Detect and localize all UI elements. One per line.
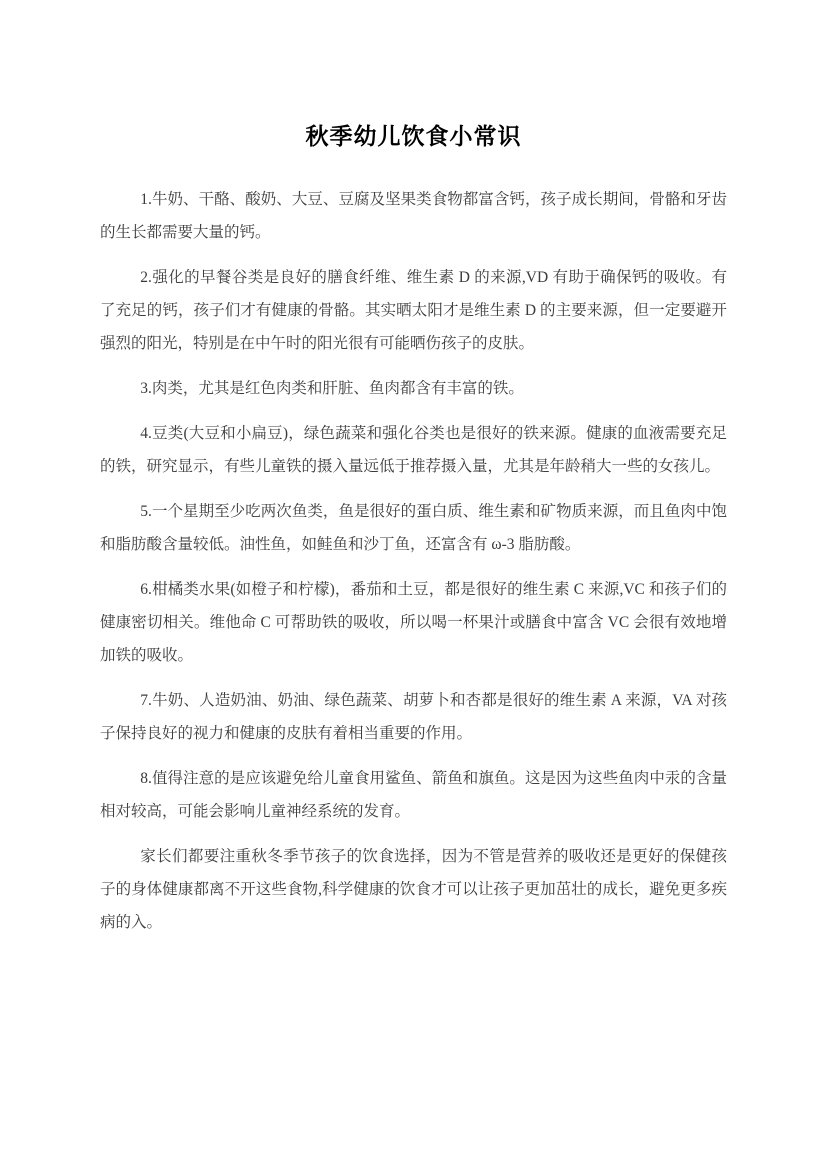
paragraph-6: 6.柑橘类水果(如橙子和柠檬)，番茄和土豆，都是很好的维生素 C 来源,VC 和孩子们的健康密切相关。维他命 C 可帮助铁的吸收，所以喝一杯果汁或膳食中富含 VC 会很有效地增加铁的吸收。 [100, 581, 727, 664]
document-title: 秋季幼儿饮食小常识 [305, 124, 522, 149]
paragraph-closing: 家长们都要注重秋冬季节孩子的饮食选择，因为不管是营养的吸收还是更好的保健孩子的身体健康都离不开这些食物,科学健康的饮食才可以让孩子更加茁壮的成长，避免更多疾病的入。 [100, 848, 727, 931]
paragraph-7: 7.牛奶、人造奶油、奶油、绿色蔬菜、胡萝卜和杏都是很好的维生素 A 来源，VA 对孩子保持良好的视力和健康的皮肤有着相当重要的作用。 [100, 692, 727, 742]
paragraph-4: 4.豆类(大豆和小扁豆)，绿色蔬菜和强化谷类也是很好的铁来源。健康的血液需要充足的铁，研究显示，有些儿童铁的摄入量远低于推荐摄入量，尤其是年龄稍大一些的女孩儿。 [100, 425, 727, 475]
paragraph-8: 8.值得注意的是应该避免给儿童食用鲨鱼、箭鱼和旗鱼。这是因为这些鱼肉中汞的含量相对较高，可能会影响儿童神经系统的发育。 [100, 770, 727, 820]
document-body [100, 118, 727, 951]
paragraph-5: 5.一个星期至少吃两次鱼类，鱼是很好的蛋白质、维生素和矿物质来源，而且鱼肉中饱和脂肪酸含量较低。油性鱼，如鲑鱼和沙丁鱼，还富含有 ω-3 脂肪酸。 [100, 503, 727, 553]
paragraph-2: 2.强化的早餐谷类是良好的膳食纤维、维生素 D 的来源,VD 有助于确保钙的吸收。有了充足的钙，孩子们才有健康的骨骼。其实晒太阳才是维生素 D 的主要来源，但一定要避开强烈的阳光，特别是在中午时的阳光很有可能晒伤孩子的皮肤。 [100, 269, 727, 352]
paragraph-3: 3.肉类，尤其是红色肉类和肝脏、鱼肉都含有丰富的铁。 [140, 380, 524, 397]
paragraph-1: 1.牛奶、干酪、酸奶、大豆、豆腐及坚果类食物都富含钙，孩子成长期间，骨骼和牙齿的生长都需要大量的钙。 [100, 191, 727, 241]
